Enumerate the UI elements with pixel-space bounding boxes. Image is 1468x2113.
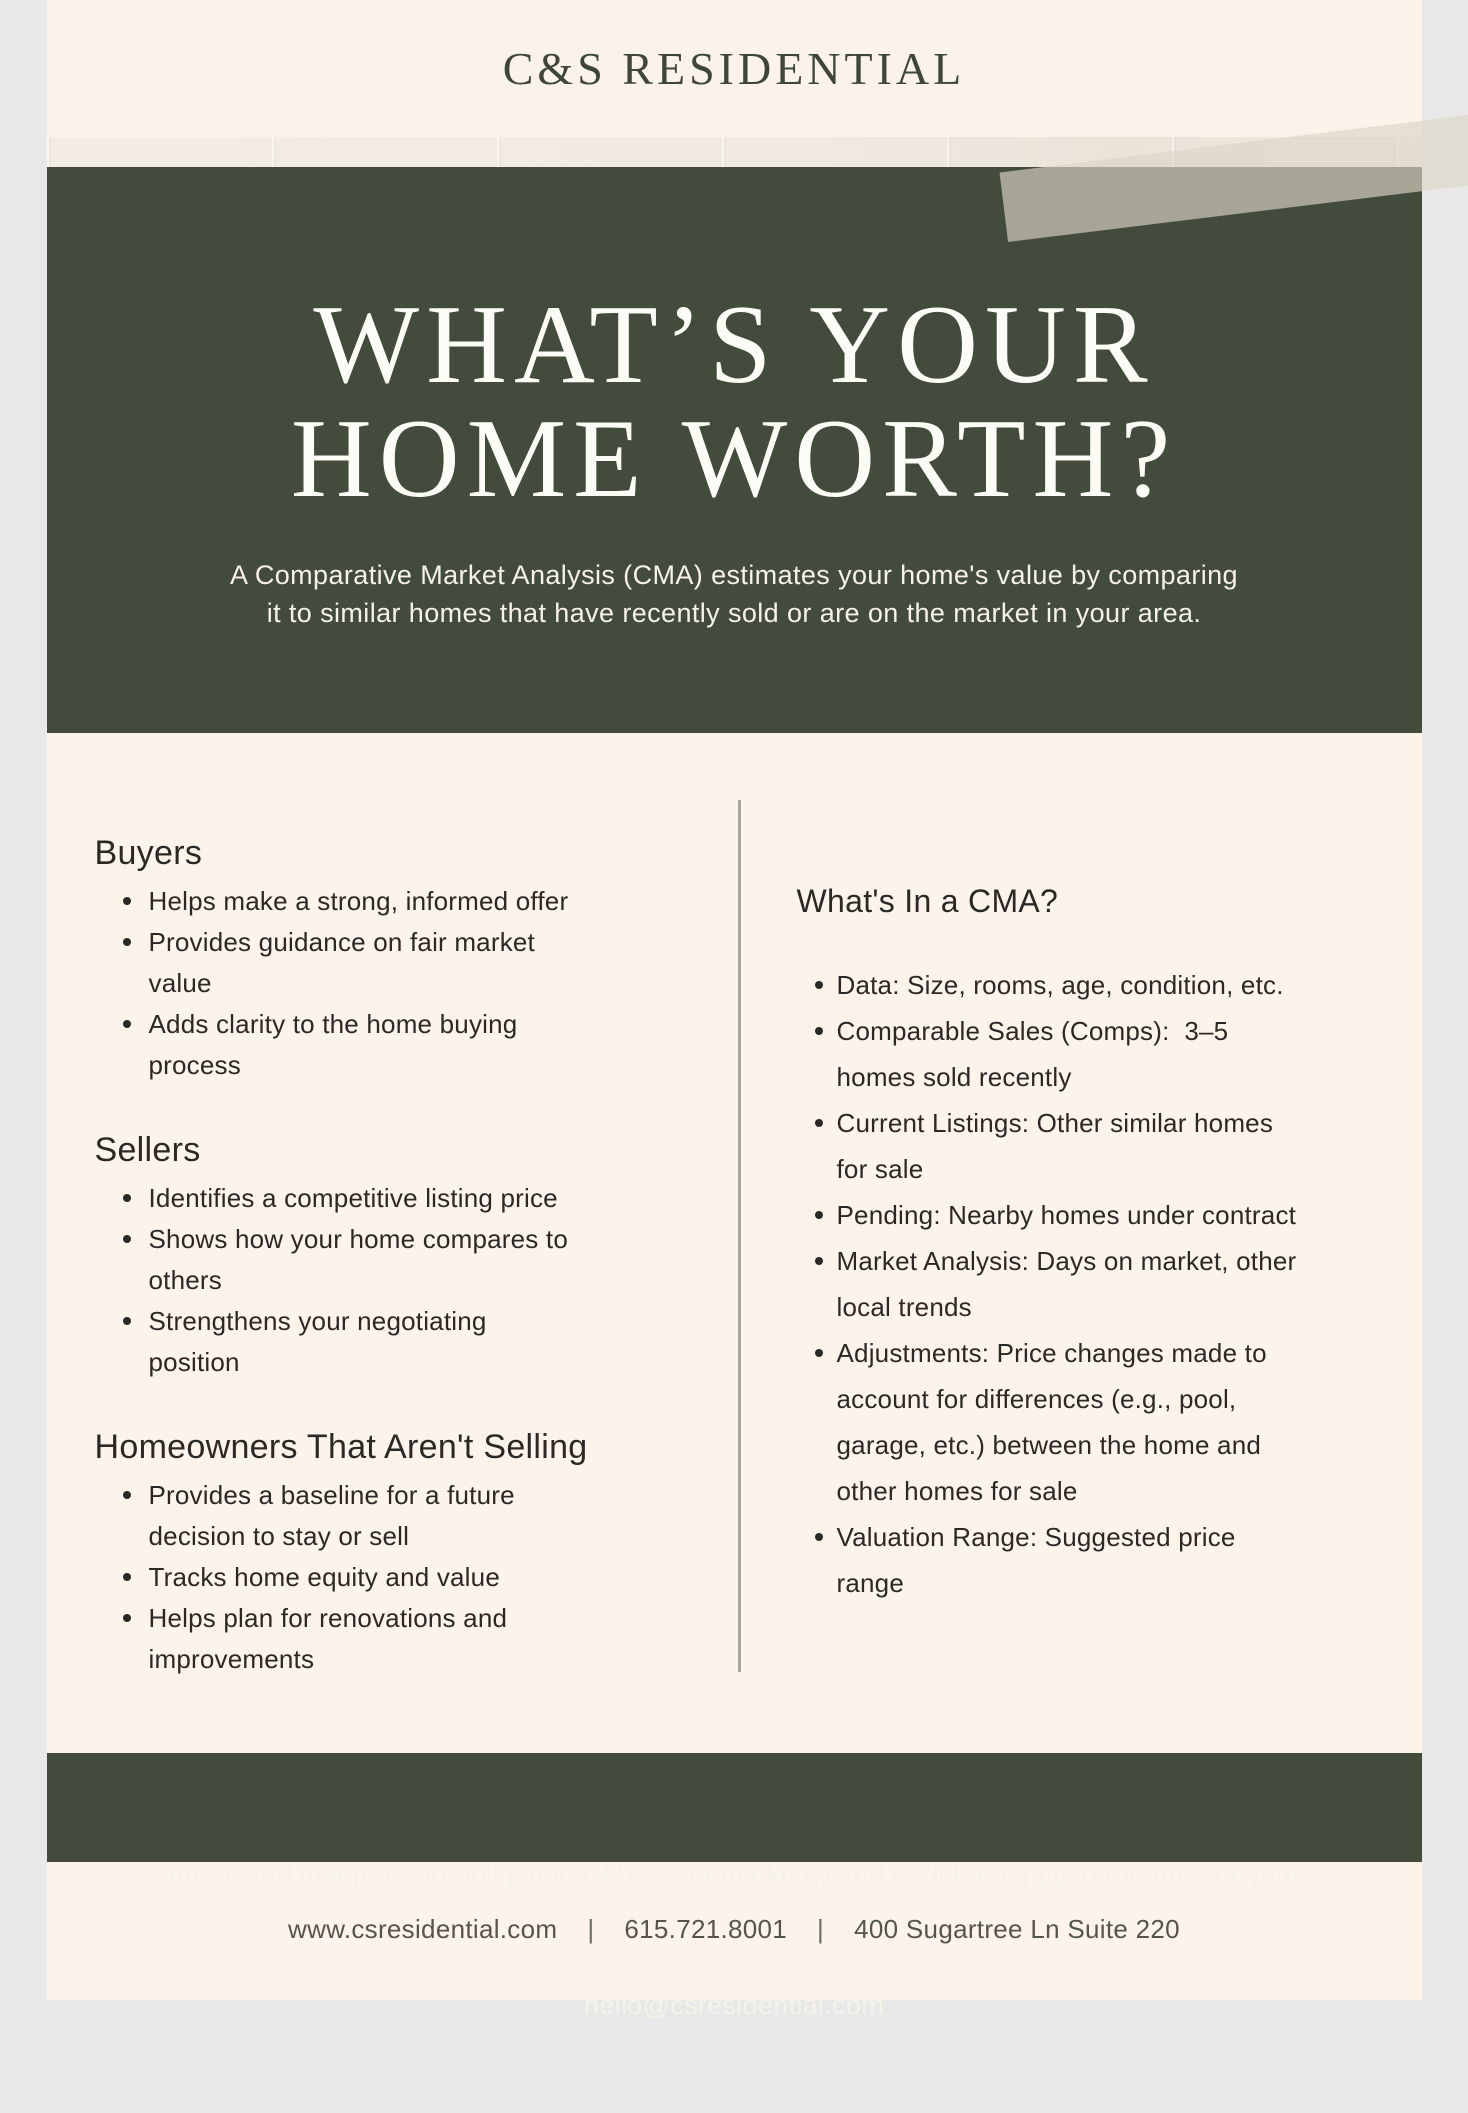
list-item xyxy=(797,1514,1397,1606)
page-title-line2: HOME WORTH? xyxy=(290,397,1178,521)
list-item xyxy=(95,1301,695,1383)
bullet-line: Tracks home equity and value xyxy=(148,1562,500,1592)
bullet-line: garage, etc.) between the home and xyxy=(836,1430,1262,1460)
bullet-icon xyxy=(815,1027,823,1035)
bullet-line: Valuation Range: Suggested price xyxy=(836,1522,1236,1552)
bullet-line: Adds clarity to the home buying xyxy=(148,1009,518,1039)
bullet-line: value xyxy=(148,968,212,998)
list-item xyxy=(797,1100,1397,1192)
list-item xyxy=(95,1475,695,1557)
cma-section-title: What's In a CMA? xyxy=(796,883,1059,919)
list-item xyxy=(797,962,1397,1008)
contact-address: 400 Sugartree Ln Suite 220 xyxy=(854,1914,1180,1944)
bullet-icon xyxy=(123,1194,131,1202)
list-item xyxy=(797,1008,1397,1100)
bullet-line: Data: Size, rooms, age, condition, etc. xyxy=(836,970,1284,1000)
cta-email: hello@csresidential.com xyxy=(584,1990,884,2020)
list-item xyxy=(95,1219,695,1301)
contact-website: www.csresidential.com xyxy=(288,1914,558,1944)
bullet-line: range xyxy=(836,1568,904,1598)
bullet-line: Identifies a competitive listing price xyxy=(148,1183,558,1213)
contact-phone: 615.721.8001 xyxy=(624,1914,788,1944)
list-item xyxy=(95,1557,695,1598)
bullet-icon xyxy=(815,981,823,989)
bullet-line: Helps make a strong, informed offer xyxy=(148,886,569,916)
list-item xyxy=(95,881,695,922)
hero-subtitle-line2: it to similar homes that have recently sold or are on the market in your area. xyxy=(266,598,1202,628)
bullet-icon xyxy=(123,938,131,946)
bullet-line: local trends xyxy=(836,1292,972,1322)
page-title xyxy=(47,167,1422,521)
bullet-line: Comparable Sales (Comps): 3–5 xyxy=(836,1016,1229,1046)
bullet-line: Provides a baseline for a future xyxy=(148,1480,515,1510)
bullet-line: others xyxy=(148,1265,222,1295)
column-divider xyxy=(738,800,741,1672)
separator: | xyxy=(817,1914,825,1944)
bullet-icon xyxy=(123,1491,131,1499)
content-area xyxy=(47,733,1422,1753)
brand-logo: C&S RESIDENTIAL xyxy=(502,43,966,94)
bullet-line: improvements xyxy=(148,1644,315,1674)
bullet-icon xyxy=(815,1211,823,1219)
bullet-line: Strengthens your negotiating xyxy=(148,1306,487,1336)
bullet-icon xyxy=(123,897,131,905)
bullet-line: account for differences (e.g., pool, xyxy=(836,1384,1237,1414)
bullet-icon xyxy=(123,1235,131,1243)
bullet-line: Provides guidance on fair market xyxy=(148,927,535,957)
bullet-icon xyxy=(123,1020,131,1028)
cma-list xyxy=(797,962,1397,1606)
bullet-line: Pending: Nearby homes under contract xyxy=(836,1200,1297,1230)
bullet-line: other homes for sale xyxy=(836,1476,1078,1506)
bullet-icon xyxy=(815,1257,823,1265)
bullet-line: Adjustments: Price changes made to xyxy=(836,1338,1267,1368)
list-item xyxy=(797,1330,1397,1514)
list-item xyxy=(95,1598,695,1680)
bullet-line: process xyxy=(148,1050,241,1080)
bullet-icon xyxy=(123,1573,131,1581)
hero-section xyxy=(47,167,1422,733)
bullet-line: homes sold recently xyxy=(836,1062,1072,1092)
bullet-line: decision to stay or sell xyxy=(148,1521,410,1551)
right-column xyxy=(797,882,1397,1606)
photo-strip xyxy=(47,137,1422,167)
list-item xyxy=(95,922,695,1004)
left-column xyxy=(95,833,695,1680)
list-item xyxy=(95,1178,695,1219)
section-title: Buyers xyxy=(94,834,203,872)
hero-subtitle-line1: A Comparative Market Analysis (CMA) estimates your home's value by comparing xyxy=(230,560,1238,590)
bullet-line: for sale xyxy=(836,1154,924,1184)
bullet-line: Helps plan for renovations and xyxy=(148,1603,508,1633)
list-item xyxy=(95,1004,695,1086)
bullet-icon xyxy=(123,1614,131,1622)
section-title: Sellers xyxy=(94,1131,201,1169)
section-title: Homeowners That Aren't Selling xyxy=(94,1428,588,1466)
bullet-icon xyxy=(815,1533,823,1541)
list-item xyxy=(797,1238,1397,1330)
cta-text: Interested in a free, no-obligation CMA? Let me know and we'll be happy to run one for you! xyxy=(169,1861,1299,1891)
section-homeowners-that-aren-t-selling xyxy=(95,1427,695,1680)
bullet-line: position xyxy=(148,1347,240,1377)
hero-subtitle xyxy=(47,556,1422,632)
page-title-line1: WHAT’S YOUR xyxy=(313,283,1155,407)
section-list xyxy=(95,1475,695,1680)
bullet-icon xyxy=(123,1317,131,1325)
section-list xyxy=(95,881,695,1086)
list-item xyxy=(797,1192,1397,1238)
section-sellers xyxy=(95,1130,695,1383)
bullet-line: Market Analysis: Days on market, other xyxy=(836,1246,1297,1276)
bullet-icon xyxy=(815,1119,823,1127)
bullet-line: Shows how your home compares to xyxy=(148,1224,569,1254)
section-list xyxy=(95,1178,695,1383)
bullet-icon xyxy=(815,1349,823,1357)
bullet-line: Current Listings: Other similar homes xyxy=(836,1108,1274,1138)
flyer-page xyxy=(47,0,1422,2020)
header xyxy=(47,0,1422,137)
separator: | xyxy=(587,1914,595,1944)
section-buyers xyxy=(95,833,695,1086)
